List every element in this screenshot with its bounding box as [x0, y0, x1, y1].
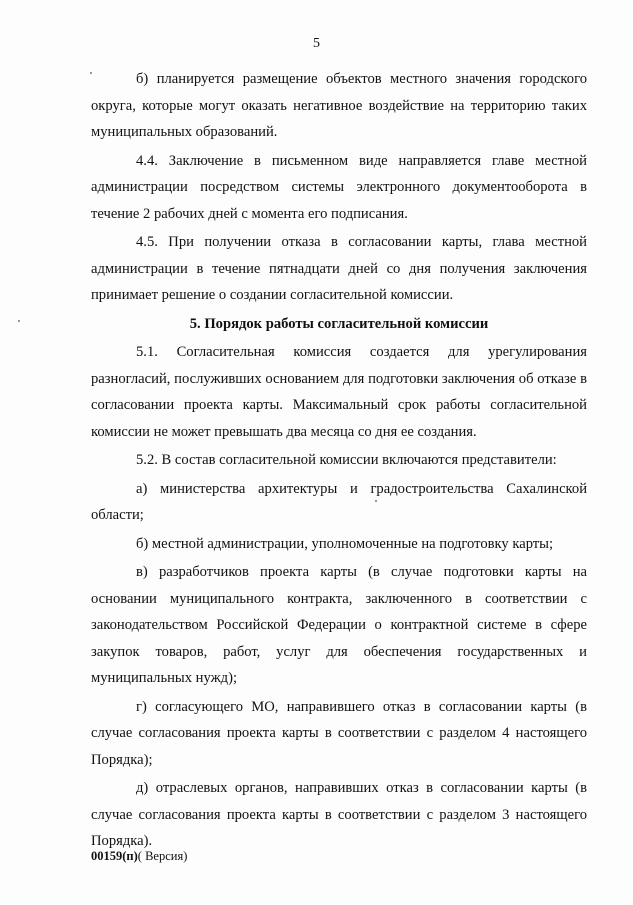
paragraph-5-1: 5.1. Согласительная комиссия создается для урегулирования разногласий, послуживших основанием для подготовки заключения об отказе в согласовании проекта карты. Максимальный срок работы согласительной комиссии не может превышать два месяца со дня ее создания.: [91, 344, 587, 440]
paragraph-4-4: 4.4. Заключение в письменном виде направляется главе местной администрации посредством системы электронного документооборота в течение 2 рабочих дней с момента его подписания.: [91, 152, 587, 222]
section-heading-5: 5. Порядок работы согласительной комиссии: [189, 315, 489, 332]
paragraph-b-city-district: б) планируется размещение объектов местного значения городского округа, которые могут оказать негативное воздействие на территорию таких муниципальных образований.: [91, 71, 587, 140]
list-item-b: б) местной администрации, уполномоченные на подготовку карты;: [136, 535, 554, 552]
document-version: ( Версия): [137, 849, 188, 863]
list-item-g: г) согласующего МО, направившего отказ в согласовании карты (в случае согласования проекта карты в соответствии с разделом 4 настоящего Порядка);: [91, 698, 587, 768]
list-item-a: а) министерства архитектуры и градостроительства Сахалинской области;: [91, 480, 587, 523]
document-code: 00159(п): [91, 849, 138, 863]
paragraph-4-5: 4.5. При получении отказа в согласовании карты, глава местной администрации в течение пятнадцати дней со дня получения заключения принимает решение о создании согласительной комиссии.: [91, 234, 587, 303]
document-footer: [91, 849, 187, 864]
paragraph-5-2: 5.2. В состав согласительной комиссии включаются представители:: [136, 452, 557, 468]
scan-speck: [90, 72, 92, 74]
scan-speck: [18, 320, 20, 322]
document-body: [91, 66, 587, 855]
scan-speck: [375, 500, 377, 502]
page-number: 5: [313, 36, 320, 51]
list-item-d: д) отраслевых органов, направивших отказ в согласовании карты (в случае согласования проекта карты в соответствии с разделом 3 настоящего Порядка).: [91, 780, 587, 849]
list-item-v: в) разработчиков проекта карты (в случае подготовки карты на основании муниципального контракта, заключенного в соответствии с законодательством Российской Федерации о контрактной системе в сфере закупок товаров, работ, услуг для обеспечения государственных и муниципальных нужд);: [91, 564, 587, 686]
